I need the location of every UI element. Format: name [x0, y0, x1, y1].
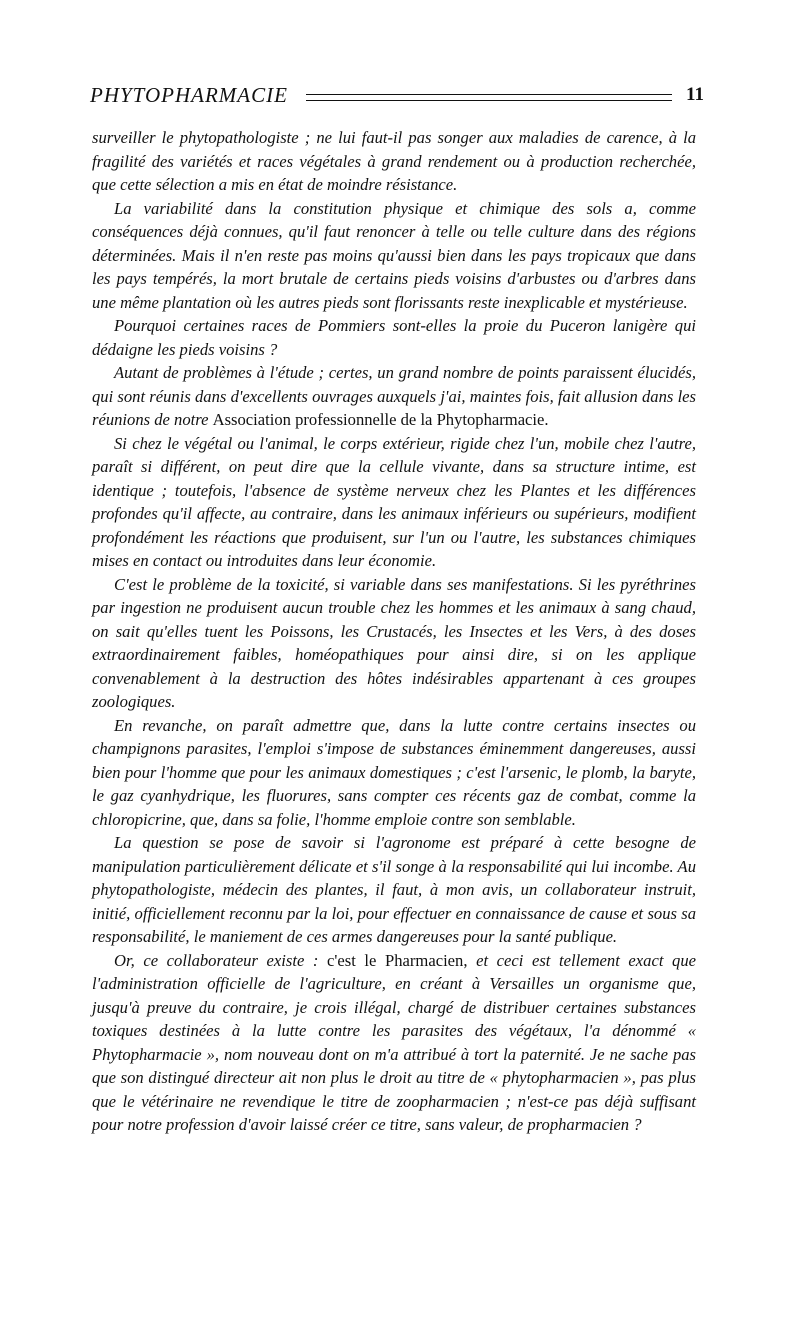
paragraph-4 — [92, 361, 696, 432]
paragraph-2: La variabilité dans la constitution physique et chimique des sols a, comme conséquences déjà connues, qu'il faut renoncer à telle ou telle culture dans des régions déterminées. Mais il n'en reste pas moins qu'aussi bien dans les pays tropicaux que dans les pays tempérés, la mort brutale de certains pieds voisins d'arbustes ou d'arbres dans une même plantation où les autres pieds sont florissants reste inexplicable et mystérieuse. — [92, 198, 696, 312]
paragraph-9 — [92, 949, 696, 1137]
paragraph-8: La question se pose de savoir si l'agronome est préparé à cette besogne de manipulation particulièrement délicate et s'il songe à la responsabilité qui lui incombe. Au phytopathologiste, médecin des plantes, il faut, à mon avis, un collaborateur instruit, initié, officiellement reconnu par la loi, pour effectuer en connaissance de cause et sous sa responsabilité, le maniement de ces armes dangereuses pour la santé publique. — [92, 833, 696, 946]
running-title: PHYTOPHARMACIE — [90, 82, 288, 107]
paragraph-1: surveiller le phytopathologiste ; ne lui faut-il pas songer aux maladies de carence, à la fragilité des variétés et races végétales à grand rendement ou à production recherchée, que cette sélection a mis en état de moindre résistance. — [92, 128, 696, 194]
paragraph-9-lead: Or, ce collaborateur existe : — [114, 950, 328, 970]
paragraph-3: Pourquoi certaines races de Pommiers sont-elles la proie du Puceron lanigère qui dédaigne les pieds voisins ? — [92, 316, 696, 359]
paragraph-5: Si chez le végétal ou l'animal, le corps extérieur, rigide chez l'un, mobile chez l'autre, paraît si différent, on peut dire que la cellule vivante, dans sa structure intime, est identique ; toutefois, l'absence de système nerveux chez les Plantes et les différences profondes qu'il affecte, au contraire, dans les animaux inférieurs ou supérieurs, modifient profondément les réactions que produisent, sur l'un ou l'autre, les substances chimiques mises en contact ou introduites dans leur économie. — [92, 433, 696, 570]
pharmacien-phrase: c'est le Pharmacien, — [327, 950, 468, 970]
paragraph-7: En revanche, on paraît admettre que, dans la lutte contre certains insectes ou champignons parasites, l'emploi s'impose de substances éminemment dangereuses, aussi bien pour l'homme que pour les animaux domestiques ; c'est l'arsenic, le plomb, la baryte, le gaz cyanhydrique, les fluorures, sans compter ces récents gaz de combat, comme la chloropicrine, que, dans sa folie, l'homme emploie contre son semblable. — [92, 715, 696, 829]
article-body — [92, 126, 696, 1137]
paragraph-9-rest: et ceci est tellement exact que l'administration officielle de l'agriculture, en créant à Versailles un organisme que, jusqu'à preuve du contraire, je crois illégal, chargé de distribuer certaines substances toxiques destinées à la lutte contre les parasites des végétaux, l'a dénommé « Phytopharmacie », nom nouveau dont on m'a attribué à tort la paternité. Je ne sache pas que son distingué directeur ait non plus le droit au titre de « phytopharmacien », pas plus que le vétérinaire ne revendique le titre de zoopharmacien ; n'est-ce pas déjà suffisant pour notre profession d'avoir laissé créer ce titre, sans valeur, de propharmacien ? — [92, 950, 696, 1134]
paragraph-4-italic: Autant de problèmes à l'étude ; certes, un grand nombre de points paraissent élucidés, qui sont réunis dans d'excellents ouvrages auxquels j'ai, maintes fois, fait allusion dans les réunions de notre — [92, 363, 696, 429]
page-number: 11 — [686, 84, 704, 105]
association-name: Association professionnelle de la Phytopharmacie. — [212, 410, 549, 429]
running-header — [90, 78, 704, 112]
header-double-rule — [306, 94, 672, 101]
paragraph-6: C'est le problème de la toxicité, si variable dans ses manifestations. Si les pyréthrines par ingestion ne produisent aucun trouble chez les hommes et les animaux à sang chaud, on sait qu'elles tuent les Poissons, les Crustacés, les Insectes et les Vers, à des doses extraordinairement faibles, homéopathiques pour ainsi dire, si on les applique convenablement à la destruction des hôtes indésirables appartenant à ces groupes zoologiques. — [92, 574, 696, 711]
